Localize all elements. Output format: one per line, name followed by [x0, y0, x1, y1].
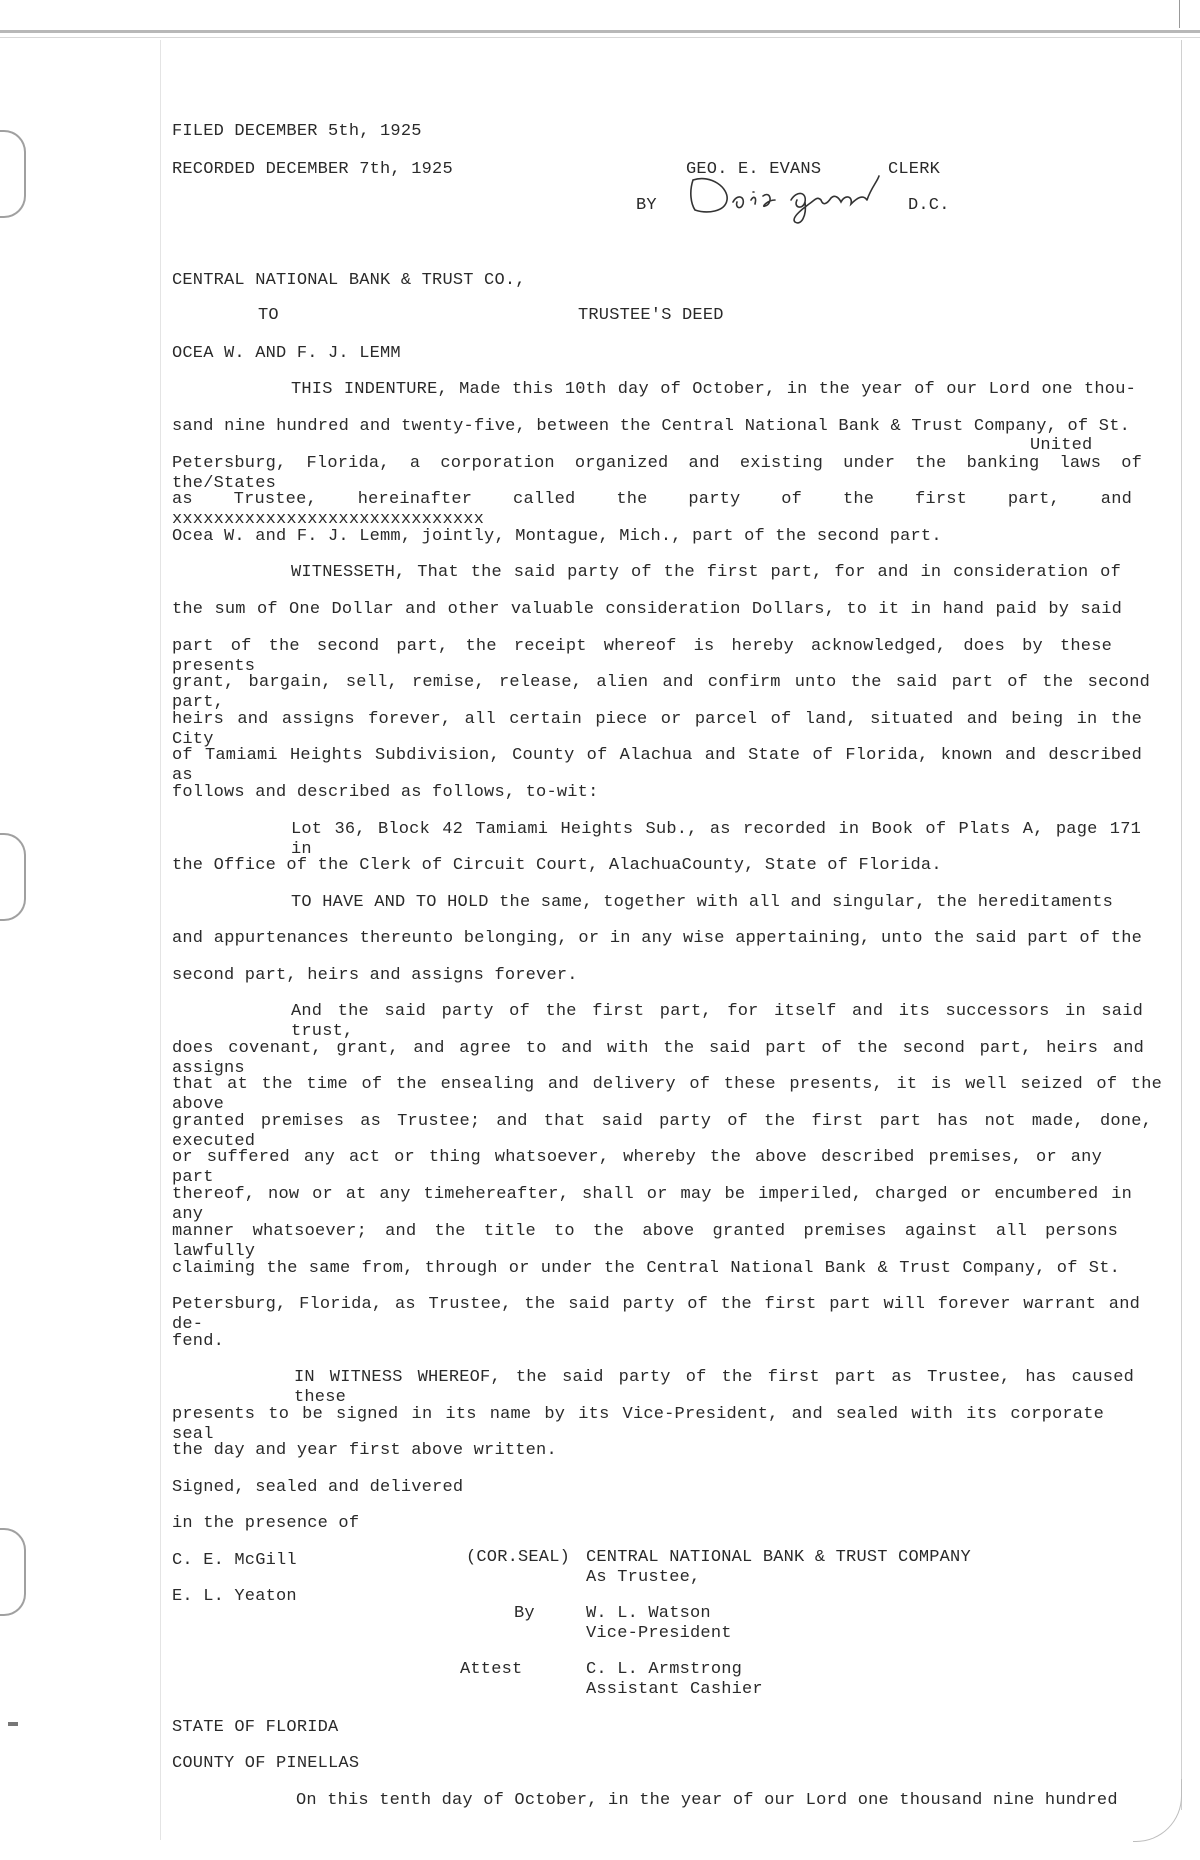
- body-line: granted premises as Trustee; and that said party of the first part has not made, done, executed: [172, 1112, 1152, 1151]
- body-line: of Tamiami Heights Subdivision, County of Alachua and State of Florida, known and described as: [172, 746, 1142, 785]
- page-curl: [1133, 1779, 1182, 1842]
- body-line: grant, bargain, sell, remise, release, alien and confirm unto the said part of the second part,: [172, 673, 1150, 712]
- punch-hole-icon: [0, 130, 26, 218]
- clerk-title: CLERK: [888, 160, 941, 179]
- filed-date: FILED DECEMBER 5th, 1925: [172, 122, 422, 141]
- body-line: part of the second part, the receipt whereof is hereby acknowledged, does by these presents: [172, 637, 1112, 676]
- body-line: second part, heirs and assigns forever.: [172, 966, 578, 985]
- body-line: WITNESSETH, That the said party of the first part, for and in consideration of: [291, 563, 1121, 582]
- body-line: claiming the same from, through or under the Central National Bank & Trust Company, of St.: [172, 1259, 1120, 1278]
- signing-capacity: As Trustee,: [586, 1568, 701, 1587]
- clerk-name: GEO. E. EVANS: [686, 160, 822, 179]
- ack-first-line: On this tenth day of October, in the year of our Lord one thousand nine hundred: [296, 1791, 1118, 1810]
- witness-name: C. E. McGill: [172, 1551, 297, 1570]
- corner-mark: [1179, 0, 1180, 28]
- legal-description: the Office of the Clerk of Circuit Court, AlachuaCounty, State of Florida.: [172, 856, 942, 875]
- body-line: does covenant, grant, and agree to and with the said part of the second part, heirs and assigns: [172, 1039, 1144, 1078]
- body-line: heirs and assigns forever, all certain piece or parcel of land, situated and being in the City: [172, 710, 1142, 749]
- body-line: Petersburg, Florida, as Trustee, the said party of the first part will forever warrant and de-: [172, 1295, 1140, 1334]
- to-label: TO: [258, 306, 279, 325]
- signer-name: W. L. Watson: [586, 1604, 711, 1623]
- body-line: follows and described as follows, to-wit:: [172, 783, 599, 802]
- body-line: thereof, now or at any timehereafter, shall or may be imperiled, charged or encumbered in any: [172, 1185, 1132, 1224]
- signing-company: CENTRAL NATIONAL BANK & TRUST COMPANY: [586, 1548, 971, 1567]
- body-line: Petersburg, Florida, a corporation organized and existing under the banking laws of the/States: [172, 454, 1142, 493]
- body-line: Ocea W. and F. J. Lemm, jointly, Montague, Mich., part of the second part.: [172, 527, 942, 546]
- body-line: fend.: [172, 1332, 225, 1351]
- body-line: manner whatsoever; and the title to the above granted premises against all persons lawfully: [172, 1222, 1118, 1261]
- grantee-caption: OCEA W. AND F. J. LEMM: [172, 344, 401, 363]
- attester-name: C. L. Armstrong: [586, 1660, 743, 1679]
- corporate-seal-label: (COR.SEAL): [466, 1548, 571, 1567]
- attest-label: Attest: [460, 1660, 523, 1679]
- by-label: BY: [636, 196, 657, 215]
- body-line: presents to be signed in its name by its Vice-President, and sealed with its corporate seal: [172, 1405, 1104, 1444]
- body-line: the day and year first above written.: [172, 1441, 557, 1460]
- page-right-edge: [1181, 40, 1182, 1810]
- recorded-date: RECORDED DECEMBER 7th, 1925: [172, 160, 453, 179]
- interlineation-united: United: [1030, 436, 1093, 455]
- punch-hole-icon: [0, 1528, 26, 1616]
- body-line: And the said party of the first part, for itself and its successors in said trust,: [291, 1002, 1143, 1041]
- attester-title: Assistant Cashier: [586, 1680, 763, 1699]
- witness-name: E. L. Yeaton: [172, 1587, 297, 1606]
- body-line: that at the time of the ensealing and delivery of these presents, it is well seized of the above: [172, 1075, 1162, 1114]
- signer-title: Vice-President: [586, 1624, 732, 1643]
- top-rule: [0, 30, 1200, 33]
- body-line: or suffered any act or thing whatsoever, whereby the above described premises, or any part: [172, 1148, 1102, 1187]
- ink-speck: [8, 1722, 18, 1726]
- punch-hole-icon: [0, 833, 26, 921]
- body-line: Signed, sealed and delivered: [172, 1478, 464, 1497]
- body-line: TO HAVE AND TO HOLD the same, together with all and singular, the hereditaments: [291, 893, 1113, 912]
- margin-line: [160, 40, 161, 1840]
- grantor-caption: CENTRAL NATIONAL BANK & TRUST CO.,: [172, 271, 526, 290]
- body-line: and appurtenances thereunto belonging, or in any wise appertaining, unto the said part of the: [172, 929, 1142, 948]
- top-rule-secondary: [0, 37, 1200, 38]
- legal-description: Lot 36, Block 42 Tamiami Heights Sub., as recorded in Book of Plats A, page 171 in: [291, 820, 1141, 859]
- deed-type: TRUSTEE'S DEED: [578, 306, 724, 325]
- body-line: IN WITNESS WHEREOF, the said party of the first part as Trustee, has caused these: [294, 1368, 1134, 1407]
- by-label: By: [514, 1604, 535, 1623]
- body-line: the sum of One Dollar and other valuable consideration Dollars, to it in hand paid by said: [172, 600, 1122, 619]
- body-line: THIS INDENTURE, Made this 10th day of October, in the year of our Lord one thou-: [291, 380, 1136, 399]
- deputy-clerk-label: D.C.: [908, 196, 950, 215]
- body-line: in the presence of: [172, 1514, 360, 1533]
- ack-state: STATE OF FLORIDA: [172, 1718, 339, 1737]
- deputy-clerk-signature: [681, 170, 921, 230]
- body-line: sand nine hundred and twenty-five, between the Central National Bank & Trust Company, of St.: [172, 417, 1130, 436]
- ack-county: COUNTY OF PINELLAS: [172, 1754, 360, 1773]
- body-line: as Trustee, hereinafter called the party of the first part, and xxxxxxxxxxxxxxxxxxxxxxxxxxxxxx: [172, 490, 1132, 529]
